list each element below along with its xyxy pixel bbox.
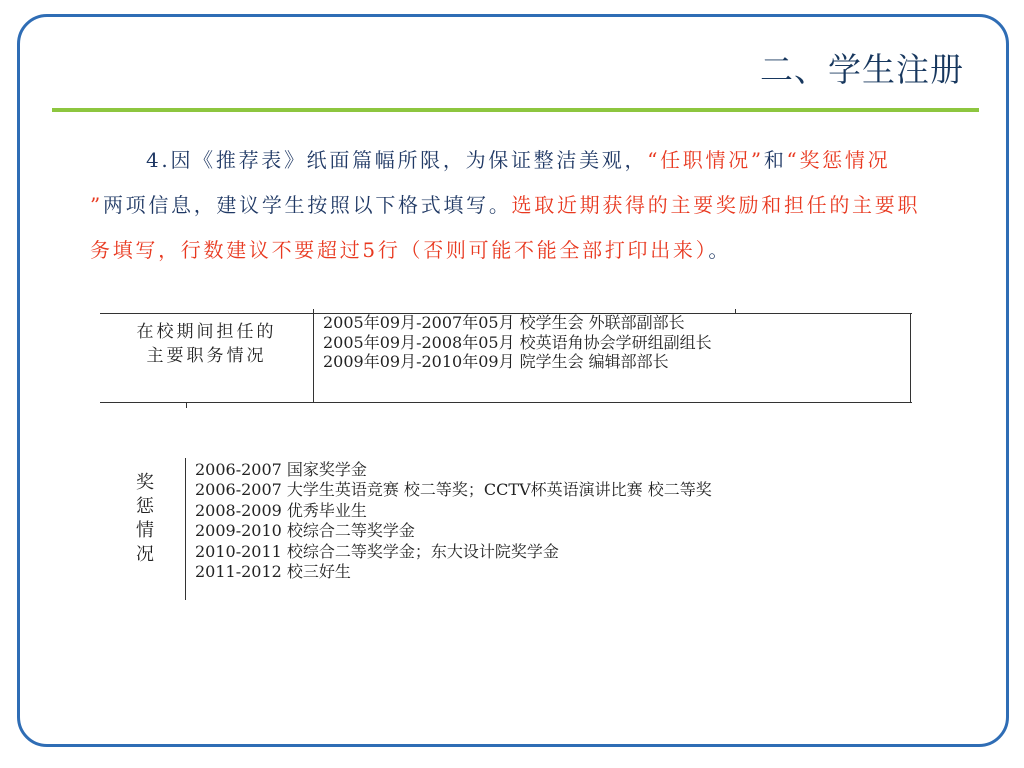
awards-label-char: 情 (136, 520, 154, 541)
award-name: 校综合二等奖学金；东大设计院奖学金 (286, 541, 559, 561)
paragraph-text: 。 (708, 238, 732, 262)
awards-rule-divider (185, 458, 186, 600)
paragraph-line (90, 238, 731, 262)
award-period: 2008-2009 (195, 500, 282, 520)
awards-list (195, 460, 712, 582)
awards-label (125, 471, 165, 567)
award-entry (195, 521, 712, 541)
table-rule-bottom (100, 402, 912, 403)
positions-label (100, 320, 313, 368)
highlighted-text: 务填写，行数建议不要超过5行（否则可能不能全部打印出来） (90, 238, 709, 262)
award-entry (195, 460, 712, 480)
position-entry (323, 313, 712, 333)
award-name: 国家奖学金 (286, 460, 367, 479)
award-name: 大学生英语竞赛 校二等奖；CCTV杯英语演讲比赛 校二等奖 (286, 480, 712, 500)
scan-tick-mark (313, 309, 314, 313)
award-period: 2011-2012 (195, 562, 282, 582)
scan-tick-mark (186, 403, 187, 408)
award-period: 2006-2007 (195, 460, 282, 479)
paragraph-text: 4.因《推荐表》纸面篇幅所限，为保证整洁美观， (146, 148, 648, 172)
table-rule-right (910, 313, 911, 403)
awards-label-char: 况 (136, 544, 154, 565)
positions-label-line: 在校期间担任的 (136, 322, 277, 342)
awards-label-char: 奖 (136, 472, 154, 493)
highlighted-text: ” (90, 193, 103, 217)
position-period: 2005年09月-2007年05月 (323, 313, 515, 332)
position-entry (323, 352, 712, 372)
position-entry (323, 333, 712, 353)
award-name: 优秀毕业生 (286, 500, 367, 520)
position-period: 2009年09月-2010年09月 (323, 352, 515, 371)
positions-example-table (100, 313, 912, 403)
award-period: 2009-2010 (195, 521, 282, 541)
position-role: 院学生会 编辑部部长 (519, 352, 669, 371)
paragraph-line (90, 193, 920, 217)
highlighted-text: “任职情况” (647, 148, 764, 172)
award-name: 校三好生 (286, 562, 351, 582)
positions-label-line: 主要职务情况 (146, 346, 267, 366)
paragraph-text: 两项信息，建议学生按照以下格式填写。 (102, 193, 512, 217)
award-entry (195, 562, 712, 582)
award-entry (195, 542, 712, 562)
award-entry (195, 480, 712, 500)
award-entry (195, 501, 712, 521)
paragraph-line (146, 148, 890, 172)
award-period: 2006-2007 (195, 480, 282, 500)
title-divider (52, 108, 979, 112)
slide-title: 二、学生注册 (760, 50, 964, 89)
position-role: 校学生会 外联部副部长 (519, 313, 685, 332)
position-role: 校英语角协会学研组副组长 (519, 332, 712, 352)
table-rule-divider (313, 313, 314, 403)
award-period: 2010-2011 (195, 541, 282, 561)
position-period: 2005年09月-2008年05月 (323, 332, 515, 352)
highlighted-text: 选取近期获得的主要奖励和担任的主要职 (511, 193, 921, 217)
highlighted-text: “奖惩情况 (786, 148, 891, 172)
awards-label-char: 惩 (136, 496, 154, 517)
scan-tick-mark (735, 309, 736, 313)
paragraph-text: 和 (763, 148, 787, 172)
award-name: 校综合二等奖学金 (286, 521, 415, 541)
positions-list (323, 313, 712, 372)
